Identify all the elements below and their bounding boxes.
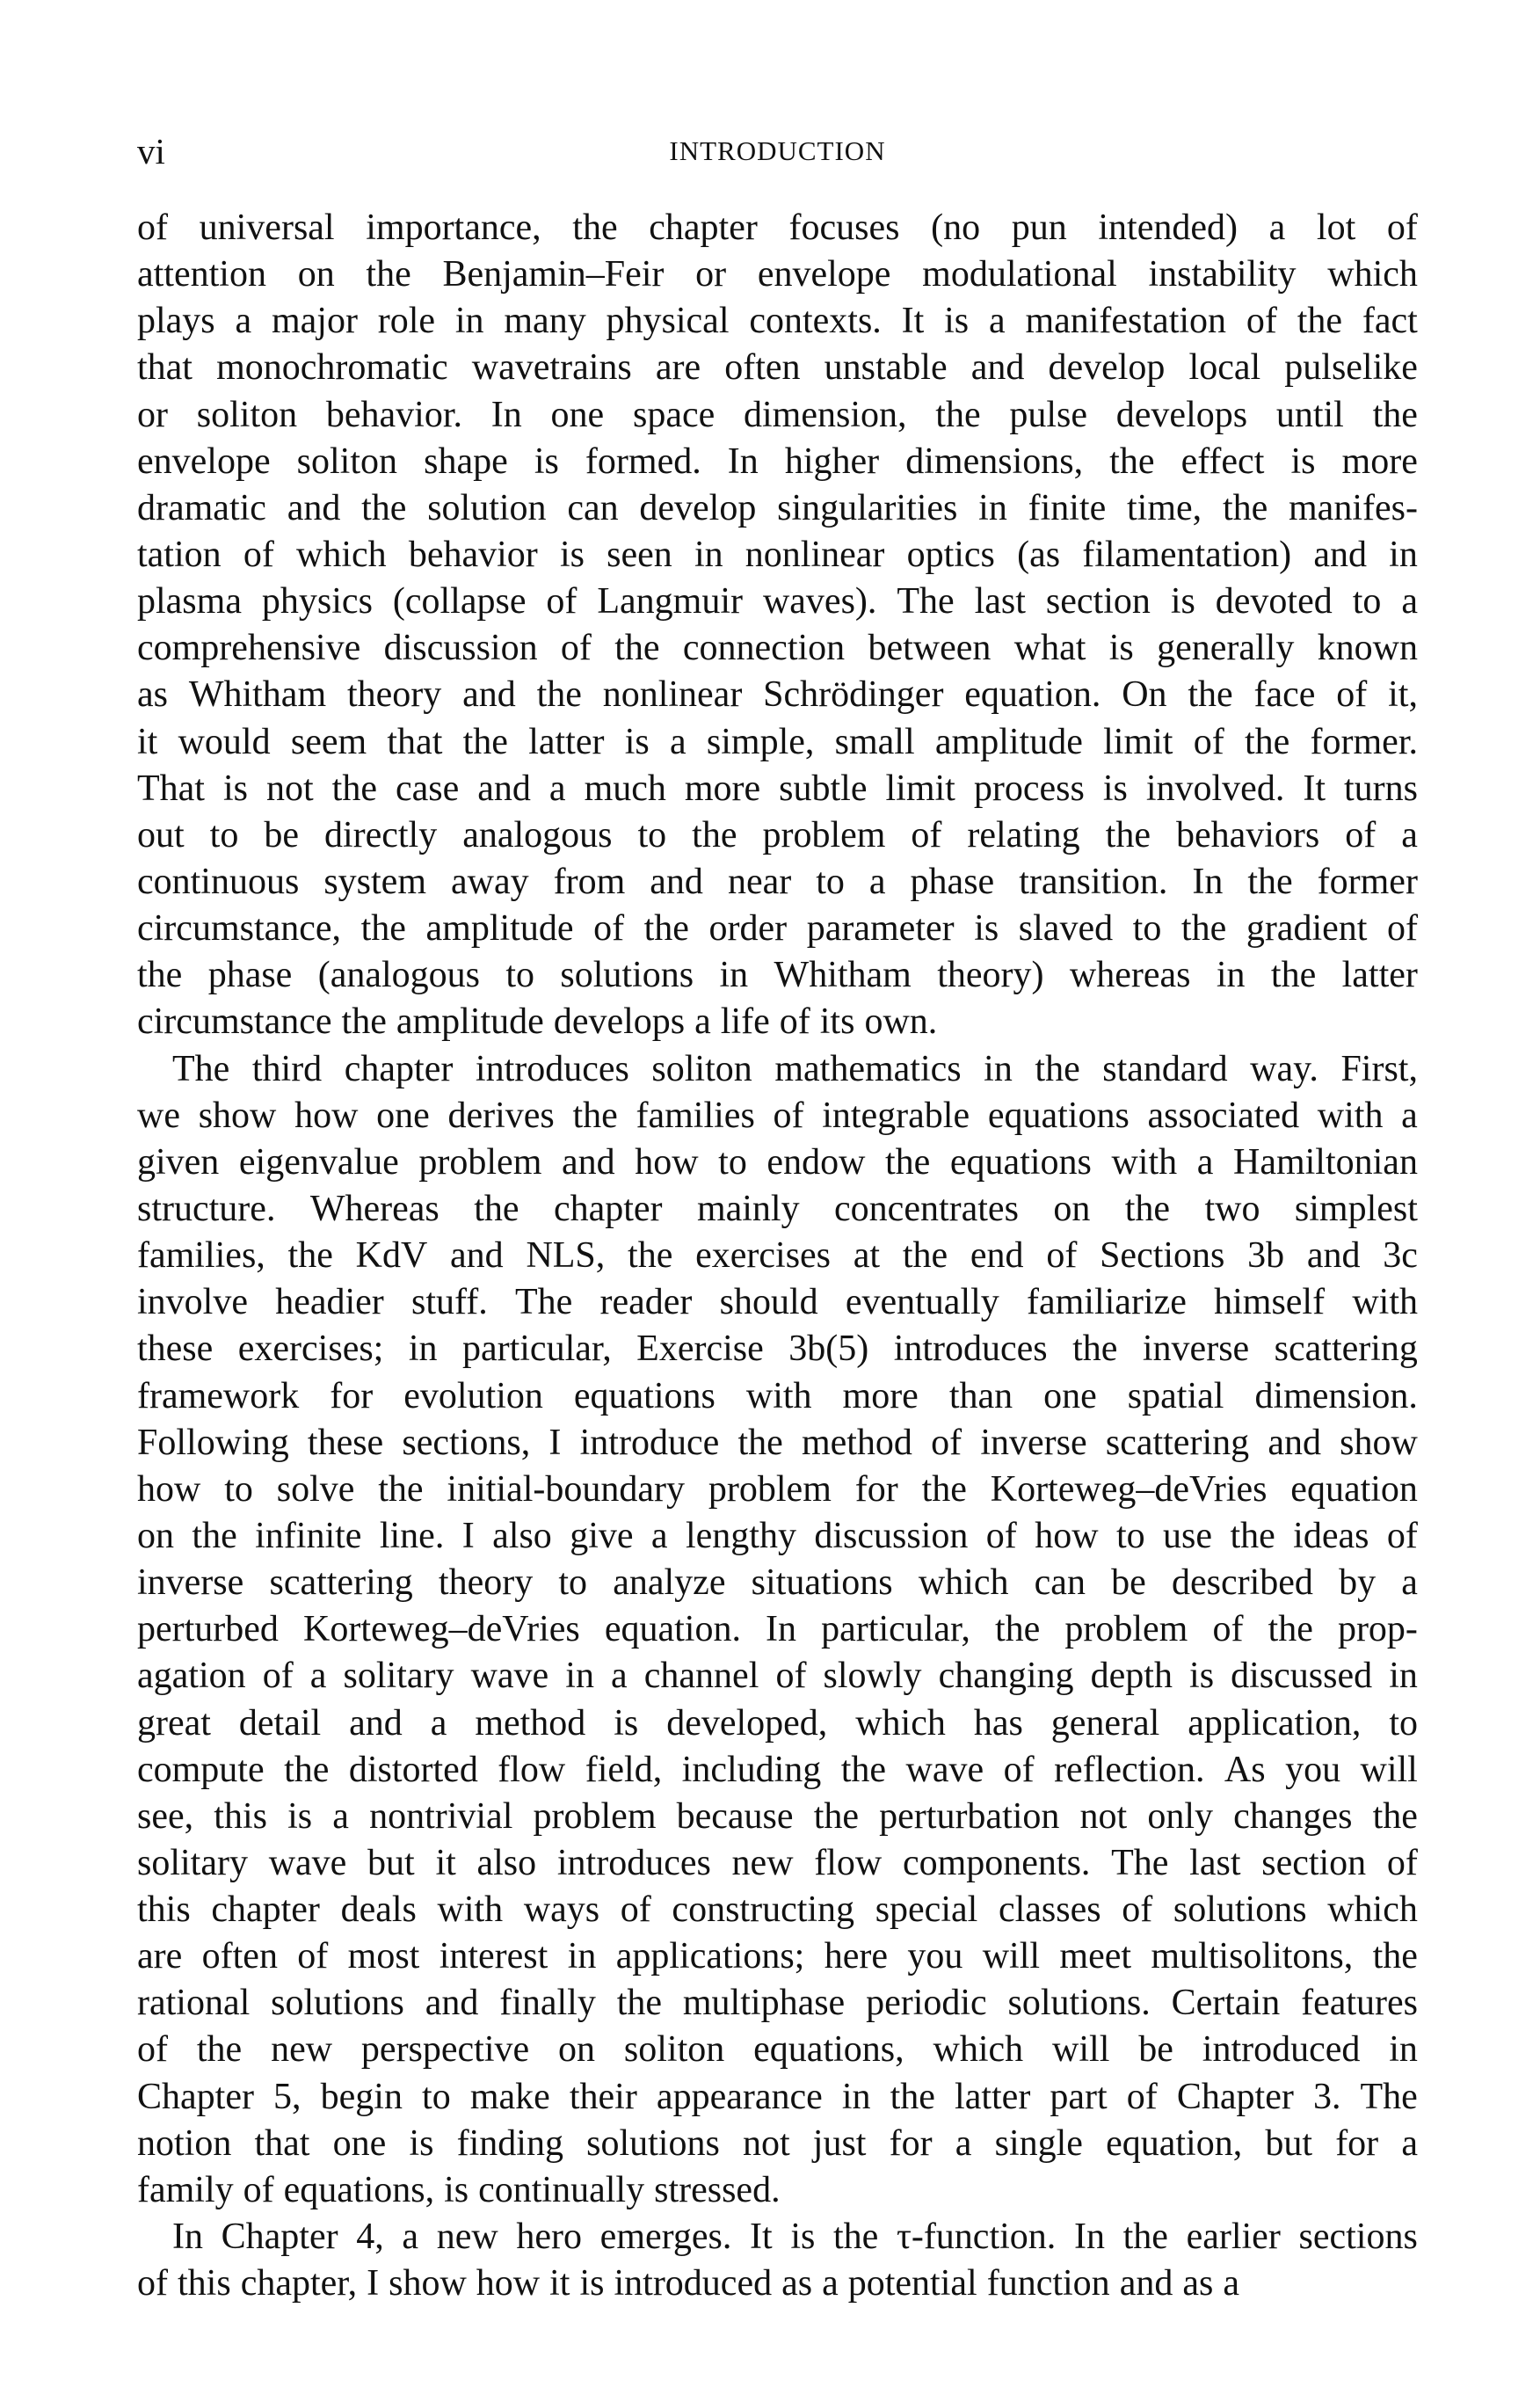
text-line: inverse scattering theory to analyze situations which can be described by a	[137, 1562, 1418, 1604]
text-line: given eigenvalue problem and how to endow the equations with a Hamiltonian	[137, 1141, 1418, 1183]
text-line: dramatic and the solution can develop singularities in finite time, the manifes-	[137, 487, 1418, 528]
text-line: are often of most interest in applications; here you will meet multisolitons, the	[137, 1936, 1418, 1977]
paragraph	[137, 2214, 1418, 2307]
text-line: Following these sections, I introduce the method of inverse scattering and show	[137, 1422, 1418, 1463]
text-line: out to be directly analogous to the problem of relating the behaviors of a	[137, 814, 1418, 855]
paragraph	[137, 1046, 1418, 2215]
text-line: family of equations, is continually stressed.	[137, 2169, 781, 2210]
text-line: how to solve the initial-boundary problem for the Korteweg–deVries equation	[137, 1468, 1418, 1510]
text-line: comprehensive discussion of the connection between what is generally known	[137, 628, 1418, 669]
page-number: vi	[137, 131, 165, 171]
text-line: families, the KdV and NLS, the exercises at the end of Sections 3b and 3c	[137, 1235, 1418, 1277]
text-line: continuous system away from and near to a phase transition. In the former	[137, 861, 1418, 902]
text-line: of this chapter, I show how it is introduced as a potential function and as a	[137, 2263, 1239, 2304]
text-line: circumstance the amplitude develops a life of its own.	[137, 1001, 938, 1043]
text-line: envelope soliton shape is formed. In higher dimensions, the effect is more	[137, 440, 1418, 482]
text-line: framework for evolution equations with more than one spatial dimension.	[137, 1375, 1418, 1416]
text-line: it would seem that the latter is a simple, small amplitude limit of the former.	[137, 721, 1418, 762]
text-line: The third chapter introduces soliton mathematics in the standard way. First,	[172, 1048, 1418, 1089]
text-line: Chapter 5, begin to make their appearance in the latter part of Chapter 3. The	[137, 2076, 1418, 2117]
text-line: on the infinite line. I also give a lengthy discussion of how to use the ideas of	[137, 1515, 1418, 1556]
text-line: structure. Whereas the chapter mainly concentrates on the two simplest	[137, 1188, 1418, 1229]
text-line: of universal importance, the chapter focuses (no pun intended) a lot of	[137, 207, 1418, 248]
text-line: perturbed Korteweg–deVries equation. In particular, the problem of the prop-	[137, 1609, 1418, 1650]
text-line: attention on the Benjamin–Feir or envelope modulational instability which	[137, 254, 1418, 295]
text-line: involve headier stuff. The reader should eventually familiarize himself with	[137, 1282, 1418, 1323]
text-line: of the new perspective on soliton equations, which will be introduced in	[137, 2029, 1418, 2071]
running-head: INTRODUCTION	[669, 135, 886, 166]
text-line: this chapter deals with ways of constructing special classes of solutions which	[137, 1889, 1418, 1931]
text-line: great detail and a method is developed, which has general application, to	[137, 1702, 1418, 1743]
page-header	[137, 125, 1418, 178]
text-line: compute the distorted flow field, including the wave of reflection. As you will	[137, 1749, 1418, 1790]
text-line: or soliton behavior. In one space dimension, the pulse develops until the	[137, 394, 1418, 435]
text-line: plasma physics (collapse of Langmuir waves). The last section is devoted to a	[137, 581, 1418, 622]
text-line: plays a major role in many physical contexts. It is a manifestation of the fact	[137, 301, 1418, 342]
text-line: rational solutions and finally the multiphase periodic solutions. Certain features	[137, 1983, 1418, 2024]
text-line: solitary wave but it also introduces new flow components. The last section of	[137, 1842, 1418, 1883]
text-line: notion that one is finding solutions not just for a single equation, but for a	[137, 2122, 1418, 2164]
text-line: as Whitham theory and the nonlinear Schrödinger equation. On the face of it,	[137, 674, 1418, 716]
text-line: tation of which behavior is seen in nonlinear optics (as filamentation) and in	[137, 534, 1418, 575]
text-line: see, this is a nontrivial problem because the perturbation not only changes the	[137, 1795, 1418, 1837]
body-text	[137, 205, 1418, 2307]
paragraph	[137, 205, 1418, 1046]
text-line: circumstance, the amplitude of the order parameter is slaved to the gradient of	[137, 908, 1418, 950]
text-line: agation of a solitary wave in a channel of slowly changing depth is discussed in	[137, 1656, 1418, 1697]
text-line: we show how one derives the families of integrable equations associated with a	[137, 1095, 1418, 1136]
text-line: In Chapter 4, a new hero emerges. It is the τ-function. In the earlier sections	[172, 2217, 1418, 2258]
text-line: That is not the case and a much more subtle limit process is involved. It turns	[137, 768, 1418, 809]
text-line: these exercises; in particular, Exercise 3b(5) introduces the inverse scattering	[137, 1329, 1418, 1370]
text-line: the phase (analogous to solutions in Whitham theory) whereas in the latter	[137, 955, 1418, 996]
text-line: that monochromatic wavetrains are often unstable and develop local pulselike	[137, 347, 1418, 389]
